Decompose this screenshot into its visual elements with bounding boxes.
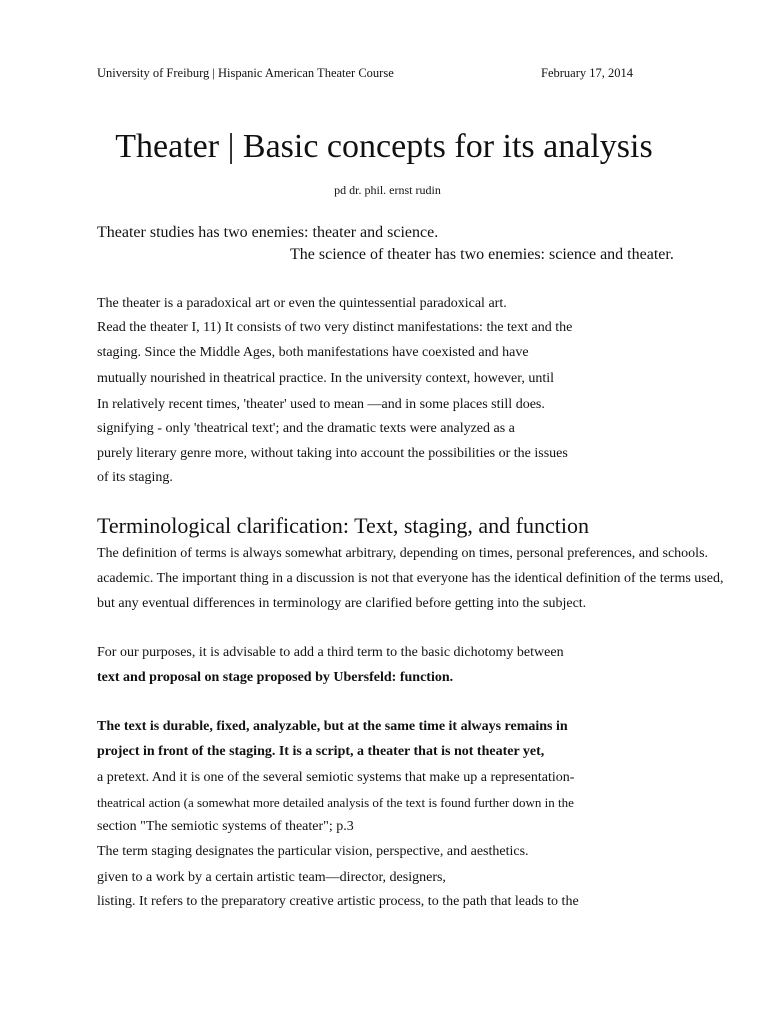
epigraph-line-1: Theater studies has two enemies: theater and science. [97, 224, 439, 241]
author-line: pd dr. phil. ernst rudin [334, 183, 441, 197]
section-para-line: The definition of terms is always somewhat arbitrary, depending on times, personal preferences, and schools. [97, 546, 709, 561]
intro-line: mutually nourished in theatrical practice. In the university context, however, until [97, 371, 555, 386]
intro-line: In relatively recent times, 'theater' used to mean —and in some places still does. [97, 397, 545, 412]
intro-line: The theater is a paradoxical art or even the quintessential paradoxical art. [97, 296, 507, 311]
section-para-bold-line: The text is durable, fixed, analyzable, but at the same time it always remains in [97, 719, 568, 734]
intro-line: of its staging. [97, 470, 173, 485]
section-para-line: listing. It refers to the preparatory creative artistic process, to the path that leads to the [97, 894, 579, 909]
header-course: University of Freiburg | Hispanic American Theater Course [97, 66, 394, 80]
section-para-bold-line: project in front of the staging. It is a script, a theater that is not theater yet, [97, 744, 545, 759]
section-para-line: theatrical action (a somewhat more detailed analysis of the text is found further down in the [97, 795, 574, 810]
section-para-line: For our purposes, it is advisable to add a third term to the basic dichotomy between [97, 645, 564, 660]
epigraph-line-2: The science of theater has two enemies: science and theater. [290, 246, 674, 263]
intro-line: purely literary genre more, without taking into account the possibilities or the issues [97, 446, 568, 461]
intro-line: signifying - only 'theatrical text'; and the dramatic texts were analyzed as a [97, 421, 515, 436]
intro-line: Read the theater I, 11) It consists of two very distinct manifestations: the text and the [97, 320, 573, 335]
section-para-line: a pretext. And it is one of the several semiotic systems that make up a representation- [97, 770, 575, 785]
section-para-line: academic. The important thing in a discussion is not that everyone has the identical definition of the terms used, [97, 571, 724, 586]
section-para-line: The term staging designates the particular vision, perspective, and aesthetics. [97, 844, 529, 859]
intro-line: staging. Since the Middle Ages, both manifestations have coexisted and have [97, 345, 529, 360]
section-para-line: section "The semiotic systems of theater"; p.3 [97, 819, 354, 834]
header-date: February 17, 2014 [541, 66, 633, 80]
section-para-line: given to a work by a certain artistic team—director, designers, [97, 870, 446, 885]
section-para-line: but any eventual differences in terminology are clarified before getting into the subject. [97, 596, 587, 611]
section-heading: Terminological clarification: Text, staging, and function [97, 513, 589, 538]
document-title: Theater | Basic concepts for its analysis [115, 128, 653, 165]
section-para-bold-line: text and proposal on stage proposed by Ubersfeld: function. [97, 670, 454, 685]
